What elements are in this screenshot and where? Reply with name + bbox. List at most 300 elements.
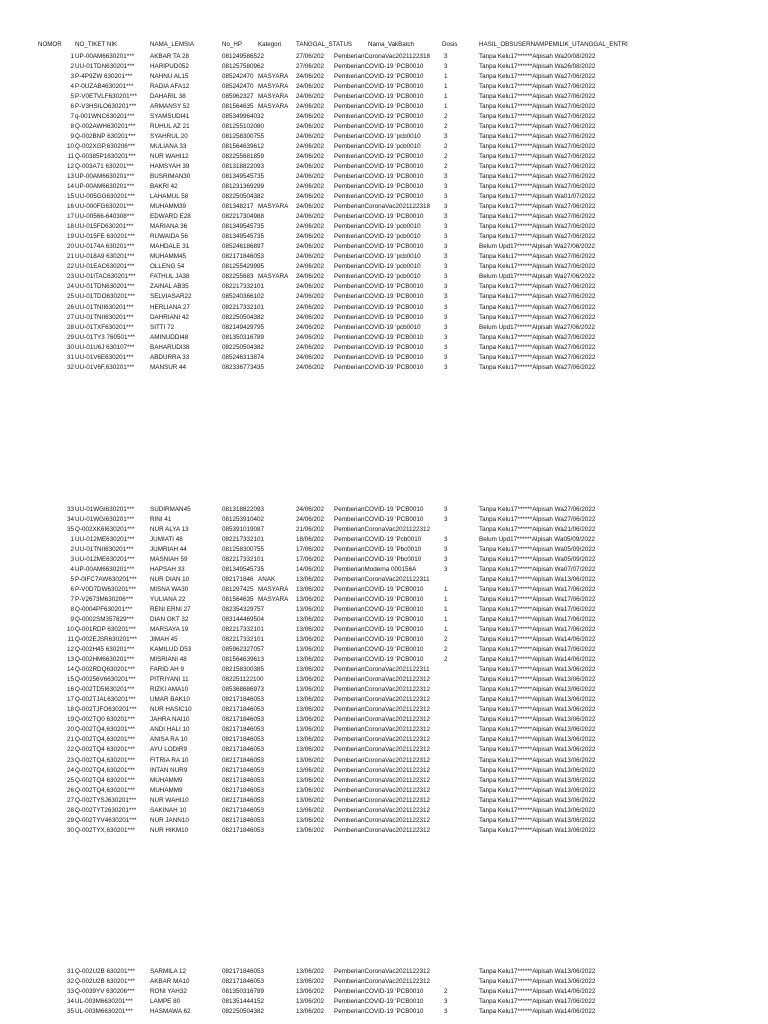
table-row [0, 565, 768, 575]
table-row [0, 515, 768, 525]
name-age-cell: RINI 41 [150, 516, 172, 524]
dose-cell: 3 [444, 133, 448, 141]
result-user-entry-cell: Tanpa Kelu17******Alpisah Wa13/06/2022 [479, 576, 596, 584]
table-row [0, 987, 768, 997]
vaccine-batch-cell: PemberianCoronaVac2021122312 [334, 746, 431, 754]
vaccine-batch-cell: PemberianCOVID-19 'PCB0010 [334, 333, 424, 341]
table-row [0, 715, 768, 725]
name-age-cell: JIMAH 45 [150, 636, 178, 644]
header-nomor: NOMOR [38, 41, 62, 48]
row-number: 8 [70, 606, 74, 614]
table-row [0, 735, 768, 745]
row-number: 22 [66, 263, 74, 271]
result-user-entry-cell: Tanpa Kelu17******Alpisah Wa21/06/2022 [479, 526, 596, 534]
vaccine-batch-cell: PemberianCOVID-19 'PCB0010 [334, 93, 424, 101]
ticket-nik-cell: Q-00256V6630201*** [75, 676, 136, 684]
vaccine-batch-cell: PemberianCoronaVac2021122312 [334, 686, 431, 694]
vaccine-batch-cell: PemberianCOVID-19 'PCB0010 [334, 596, 424, 604]
table-row [0, 162, 768, 172]
ticket-nik-cell: Q-0002SM357829*** [75, 616, 134, 624]
ticket-nik-cell: UU-01TDN630201*** [75, 283, 135, 291]
row-number: 29 [66, 816, 74, 824]
result-user-entry-cell: Tanpa Kelu17******Alpisah Wa13/06/2022 [479, 826, 596, 834]
phone-cell: 082171846053 [222, 826, 265, 834]
status-date-cell: 17/06/202 [296, 546, 325, 554]
status-date-cell: 24/06/202 [296, 313, 325, 321]
dose-cell: 1 [444, 103, 448, 111]
ticket-nik-cell: Q-002TYSJ630201*** [75, 796, 137, 804]
vaccine-batch-cell: PemberianCoronaVac2021122312 [334, 676, 431, 684]
row-number: 31 [66, 353, 74, 361]
status-date-cell: 13/06/202 [296, 706, 325, 714]
ticket-nik-cell: UU-01WGI630201*** [75, 516, 135, 524]
dose-cell: 3 [444, 193, 448, 201]
result-user-entry-cell: Tanpa Kelu17******Alpisah Wa27/06/2022 [479, 143, 596, 151]
table-row [0, 202, 768, 212]
vaccine-batch-cell: PemberianCOVID-19 'Pcb0010 [334, 536, 422, 544]
status-date-cell: 13/06/202 [296, 666, 325, 674]
row-number: 27 [66, 796, 74, 804]
result-user-entry-cell: Tanpa Kelu17******Alpisah Wa13/06/2022 [479, 666, 596, 674]
status-date-cell: 24/06/202 [296, 293, 325, 301]
table-row [0, 313, 768, 323]
phone-cell: 081253910402 [222, 516, 265, 524]
vaccine-batch-cell: PemberianCoronaVac2021122311 [334, 666, 430, 674]
ticket-nik-cell: Q-002TQ4,630201*** [75, 726, 135, 734]
name-age-cell: BUSRIMAN30 [150, 173, 191, 181]
table-row [0, 152, 768, 162]
dose-cell: 1 [444, 586, 448, 594]
status-date-cell: 13/06/202 [296, 616, 325, 624]
vaccine-batch-cell: PemberianCOVID-19 'PCB0010 [334, 606, 424, 614]
status-date-cell: 24/06/202 [296, 113, 325, 121]
vaccine-batch-cell: PemberianCOVID-19 'PCB0010 [334, 283, 424, 291]
vaccine-batch-cell: PemberianCOVID-19 'PCB0010 [334, 656, 424, 664]
phone-cell: 082217332101 [222, 303, 265, 311]
vaccine-batch-cell: PemberianCoronaVac2021122318 [334, 53, 431, 60]
vaccine-batch-cell: PemberianCOVID-19 'PCB0010 [334, 313, 424, 321]
name-age-cell: RUHUL AZ 21 [150, 123, 190, 131]
status-date-cell: 13/06/202 [296, 636, 325, 644]
name-age-cell: RIZKI AMA10 [150, 686, 189, 694]
row-number: 7 [70, 596, 74, 604]
ticket-nik-cell: UL-003M6630201*** [75, 1008, 133, 1016]
table-row [0, 786, 768, 796]
vaccine-batch-cell: PemberianCOVID-19 'PCB0010 [334, 616, 424, 624]
ticket-nik-cell: P-0UZAB4630201*** [75, 83, 134, 91]
vaccine-batch-cell: PemberianCoronaVac2021122318 [334, 203, 431, 211]
vaccine-batch-cell: PemberianCoronaVac2021122312 [334, 706, 431, 714]
phone-cell: 081249586522 [222, 53, 265, 60]
name-age-cell: HERLIANA 27 [150, 303, 190, 311]
table-row [0, 62, 768, 72]
name-age-cell: NAHNU AL15 [150, 73, 189, 81]
table-row [0, 212, 768, 222]
vaccine-batch-cell: PemberianCOVID-19 'PCB0010 [334, 516, 424, 524]
category-cell: MASYARA [258, 586, 289, 594]
name-age-cell: HAPSAH 33 [150, 566, 185, 574]
result-user-entry-cell: Tanpa Kelu17******Alpisah Wa14/06/2022 [479, 988, 596, 996]
vaccine-batch-cell: PemberianCoronaVac2021122312 [334, 968, 431, 975]
status-date-cell: 13/06/202 [296, 586, 325, 594]
table-row [0, 92, 768, 102]
status-date-cell: 21/06/202 [296, 526, 325, 534]
row-number: 18 [66, 706, 74, 714]
status-date-cell: 13/06/202 [296, 576, 325, 584]
dose-cell: 2 [444, 988, 448, 996]
status-date-cell: 13/06/202 [296, 686, 325, 694]
vaccine-batch-cell: PemberianCOVID-19 'pcb0010 [334, 263, 421, 271]
table-row [0, 997, 768, 1007]
phone-cell: 082171846053 [222, 776, 265, 784]
phone-cell: 082171846053 [222, 716, 265, 724]
vaccine-batch-cell: PemberianCOVID-19 'pcb0010 [334, 323, 421, 331]
vaccine-batch-cell: PemberianCoronaVac2021122312 [334, 796, 431, 804]
status-date-cell: 24/06/202 [296, 133, 325, 141]
row-number: 34 [66, 516, 74, 524]
row-number: 21 [66, 736, 74, 744]
vaccine-batch-cell: PemberianCOVID-19 'pcb0010 [334, 253, 421, 261]
row-number: 12 [66, 163, 74, 171]
vaccine-batch-cell: PemberianCoronaVac2021122311 [334, 576, 430, 584]
header-nama: NAMA_LEMSIA [150, 41, 195, 48]
row-number: 6 [70, 586, 74, 594]
status-date-cell: 13/06/202 [296, 756, 325, 764]
row-number: 1 [70, 53, 74, 60]
dose-cell: 1 [444, 73, 448, 81]
row-number: 28 [66, 806, 74, 814]
row-number: 14 [66, 183, 74, 191]
ticket-nik-cell: UU-018A9 630201*** [75, 253, 135, 261]
status-date-cell: 24/06/202 [296, 103, 325, 111]
dose-cell: 3 [444, 53, 448, 60]
table-row [0, 826, 768, 836]
vaccine-batch-cell: PemberianCoronaVac2021122312 [334, 806, 431, 814]
status-date-cell: 18/06/202 [296, 536, 325, 544]
row-number: 7 [70, 113, 74, 121]
name-age-cell: SYAHRUL 20 [150, 133, 188, 141]
dose-cell: 3 [444, 516, 448, 524]
row-number: 9 [70, 616, 74, 624]
dose-cell: 3 [444, 333, 448, 341]
header-tanggal-status: TANGGAL_STATUS [296, 41, 353, 48]
table-row [0, 806, 768, 816]
name-age-cell: FITRIA RA 10 [150, 756, 189, 764]
ticket-nik-cell: Q-002AWH630201*** [75, 123, 136, 131]
status-date-cell: 24/06/202 [296, 516, 325, 524]
name-age-cell: SYAMSUDI41 [150, 113, 190, 121]
result-user-entry-cell: Tanpa Kelu17******Alpisah Wa13/06/2022 [479, 716, 596, 724]
status-date-cell: 13/06/202 [296, 786, 325, 794]
table-row [0, 685, 768, 695]
vaccine-batch-cell: PemberianCOVID-19 'PCB0010 [334, 123, 424, 131]
name-age-cell: MAHDALE 31 [150, 243, 190, 251]
ticket-nik-cell: UU-00566-640308*** [75, 213, 135, 221]
table-row [0, 796, 768, 806]
table-row [0, 272, 768, 282]
phone-cell: 082171846053 [222, 766, 265, 774]
vaccine-batch-cell: PemberianCOVID-19 'PCB0010 [334, 153, 424, 161]
ticket-nik-cell: P-V3HSILO630201*** [75, 103, 137, 111]
vaccine-batch-cell: PemberianCOVID-19 'PCB0010 [334, 63, 424, 71]
table-row [0, 292, 768, 302]
table-row [0, 363, 768, 373]
status-date-cell: 24/06/202 [296, 283, 325, 291]
table-row [0, 645, 768, 655]
table-row [0, 333, 768, 343]
name-age-cell: HAMSYAH 39 [150, 163, 190, 171]
phone-cell: 081351444152 [222, 998, 265, 1006]
row-number: 8 [70, 123, 74, 131]
result-user-entry-cell: Tanpa Kelu17******Alpisah Wa05/09/2022 [479, 546, 596, 554]
name-age-cell: MUHAMM39 [150, 203, 187, 211]
ticket-nik-cell: Q-002TQ4,630201*** [75, 766, 135, 774]
name-age-cell: NUR ALYA 13 [150, 526, 189, 534]
ticket-nik-cell: Q-002XK6I630201*** [75, 526, 135, 534]
table-row [0, 816, 768, 826]
phone-cell: 082217332101 [222, 536, 265, 544]
dose-cell: 3 [444, 556, 448, 564]
name-age-cell: ANISA RA 10 [150, 736, 188, 744]
status-date-cell: 13/06/202 [296, 988, 325, 996]
name-age-cell: LAHAMUL 58 [150, 193, 189, 201]
result-user-entry-cell: Tanpa Kelu17******Alpisah Wa13/06/2022 [479, 776, 596, 784]
status-date-cell: 24/06/202 [296, 363, 325, 371]
header-no-tiket-nik: NO_TIKET NIK [75, 41, 118, 48]
phone-cell: 081564639612 [222, 143, 265, 151]
phone-cell: 082171846053 [222, 253, 265, 261]
result-user-entry-cell: Tanpa Kelu17******Alpisah Wa13/06/2022 [479, 816, 596, 824]
vaccine-batch-cell: PemberianCOVID-19 'PCB0010 [334, 243, 424, 251]
row-number: 1 [70, 536, 74, 544]
ticket-nik-cell: UU-005GG630201*** [75, 193, 135, 201]
phone-cell: 082250504382 [222, 343, 265, 351]
vaccine-batch-cell: PemberianCOVID-19 'pcb0010 [334, 273, 421, 281]
ticket-nik-cell: Q-001RDP 630201*** [75, 626, 136, 634]
table-row [0, 192, 768, 202]
dose-cell: 3 [444, 213, 448, 221]
dose-cell: 2 [444, 153, 448, 161]
status-date-cell: 24/06/202 [296, 233, 325, 241]
vaccine-batch-cell: PemberianCoronaVac2021122312 [334, 766, 431, 774]
row-number: 13 [66, 656, 74, 664]
ticket-nik-cell: UU-012ME630201*** [75, 536, 135, 544]
result-user-entry-cell: Belum Upd17******Alpisah Wa27/06/2022 [479, 243, 595, 251]
ticket-nik-cell: Q-002U2B 630201*** [75, 968, 135, 975]
result-user-entry-cell: Tanpa Kelu17******Alpisah Wa27/06/2022 [479, 506, 596, 513]
row-number: 27 [66, 313, 74, 321]
name-age-cell: AKBAR TA 28 [150, 53, 189, 60]
dose-cell: 3 [444, 263, 448, 271]
table-row [0, 615, 768, 625]
table-row [0, 595, 768, 605]
status-date-cell: 14/06/202 [296, 566, 325, 574]
dose-cell: 3 [444, 243, 448, 251]
dose-cell: 3 [444, 506, 448, 513]
row-number: 33 [66, 988, 74, 996]
header-no-hp: No_HP [222, 41, 242, 48]
table-row [0, 323, 768, 333]
status-date-cell: 13/06/202 [296, 1008, 325, 1016]
result-user-entry-cell: Tanpa Kelu17******Alpisah Wa13/06/2022 [479, 726, 596, 734]
result-user-entry-cell: Tanpa Kelu17******Alpisah Wa01/07/2022 [479, 193, 596, 201]
ticket-nik-cell: UU-01TNII630201*** [75, 546, 134, 554]
result-user-entry-cell: Tanpa Kelu17******Alpisah Wa17/06/2022 [479, 616, 596, 624]
vaccine-batch-cell: PemberianCoronaVac2021122312 [334, 756, 431, 764]
phone-cell: 081564635 [222, 596, 254, 604]
name-age-cell: ARMANSY 52 [150, 103, 190, 111]
name-age-cell: NUR WAHI12 [150, 153, 189, 161]
vaccine-batch-cell: PemberianModerna 000156A [334, 566, 417, 574]
table-row [0, 575, 768, 585]
ticket-nik-cell: UU-015FE 630201*** [75, 233, 135, 241]
table-row [0, 967, 768, 977]
result-user-entry-cell: Belum Upd17******Alpisah Wa05/09/2022 [479, 536, 595, 544]
vaccine-batch-cell: PemberianCOVID-19 'PCB0010 [334, 213, 424, 221]
name-age-cell: FATHUL JA38 [150, 273, 190, 281]
dose-cell: 1 [444, 606, 448, 614]
result-user-entry-cell: Tanpa Kelu17******Alpisah Wa27/06/2022 [479, 113, 596, 121]
row-number: 21 [66, 253, 74, 261]
vaccine-batch-cell: PemberianCOVID-19 'PCB0010 [334, 173, 424, 181]
row-number: 35 [66, 526, 74, 534]
ticket-nik-cell: UU-01TNII630201*** [75, 313, 134, 321]
name-age-cell: MARIANA 36 [150, 223, 188, 231]
dose-cell: 3 [444, 536, 448, 544]
row-number: 11 [67, 636, 74, 644]
vaccine-batch-cell: PemberianCOVID-19 'Pbc0010 [334, 556, 422, 564]
vaccine-batch-cell: PemberianCOVID-19 'pcb0010 [334, 233, 421, 241]
dose-cell: 3 [444, 203, 448, 211]
ticket-nik-cell: UL-003M6630201*** [75, 998, 133, 1006]
table-row [0, 776, 768, 786]
name-age-cell: YULIANA 22 [150, 596, 186, 604]
dose-cell: 3 [444, 353, 448, 361]
vaccine-batch-cell: PemberianCOVID-19 'PCB0010 [334, 1008, 424, 1016]
ticket-nik-cell: UU-01ITAC630201*** [75, 273, 136, 281]
row-number: 29 [66, 333, 74, 341]
row-number: 3 [70, 556, 74, 564]
result-user-entry-cell: Tanpa Kelu17******Alpisah Wa13/06/2022 [479, 756, 596, 764]
dose-cell: 3 [444, 546, 448, 554]
table-row [0, 535, 768, 545]
table-row [0, 82, 768, 92]
row-number: 12 [66, 646, 74, 654]
status-date-cell: 27/06/202 [296, 63, 325, 71]
row-number: 11 [67, 153, 74, 161]
phone-cell: 085246313874 [222, 353, 265, 361]
vaccine-batch-cell: PemberianCoronaVac2021122312 [334, 826, 431, 834]
ticket-nik-cell: UU-01TY3 760501*** [75, 333, 135, 341]
phone-cell: 081255102080 [222, 123, 265, 131]
name-age-cell: SELVIASAR22 [150, 293, 192, 301]
category-cell: MASYARA [258, 73, 289, 81]
vaccine-batch-cell: PemberianCOVID-19 'PCB0010 [334, 73, 424, 81]
table-row [0, 222, 768, 232]
status-date-cell: 24/06/202 [296, 243, 325, 251]
vaccine-batch-cell: PemberianCOVID-19 'PCB0010 [334, 626, 424, 634]
result-user-entry-cell: Tanpa Kelu17******Alpisah Wa27/06/2022 [479, 333, 596, 341]
table-row [0, 665, 768, 675]
category-cell: MASYARA [258, 103, 289, 111]
status-date-cell: 13/06/202 [296, 596, 325, 604]
row-number: 3 [70, 73, 74, 81]
phone-cell: 081349545735 [222, 223, 265, 231]
category-cell: MASYARA [258, 203, 289, 211]
table-row [0, 655, 768, 665]
dose-cell: 3 [444, 363, 448, 371]
dose-cell: 2 [444, 636, 448, 644]
phone-cell: 082171846053 [222, 736, 265, 744]
name-age-cell: SUDIRMAN45 [150, 506, 191, 513]
dose-cell: 3 [444, 223, 448, 231]
vaccine-batch-cell: PemberianCOVID-19 'PCB0010 [334, 103, 424, 111]
result-user-entry-cell: Tanpa Kelu17******Alpisah Wa14/06/2022 [479, 656, 596, 664]
result-user-entry-cell: Tanpa Kelu17******Alpisah Wa27/06/2022 [479, 293, 596, 301]
row-number: 4 [70, 83, 74, 91]
ticket-nik-cell: Q-002TD5I630201*** [75, 686, 135, 694]
dose-cell: 1 [444, 596, 448, 604]
status-date-cell: 24/06/202 [296, 213, 325, 221]
status-date-cell: 24/06/202 [296, 153, 325, 161]
vaccine-batch-cell: PemberianCOVID-19 'pcb0010 [334, 143, 421, 151]
result-user-entry-cell: Tanpa Kelu17******Alpisah Wa27/06/2022 [479, 213, 596, 221]
dose-cell: 3 [444, 566, 448, 574]
name-age-cell: NUR HIKM10 [150, 826, 189, 834]
vaccine-batch-cell: PemberianCOVID-19 'PCB0010 [334, 636, 424, 644]
status-date-cell: 13/06/202 [296, 696, 325, 704]
status-date-cell: 24/06/202 [296, 73, 325, 81]
name-age-cell: KAMILUD D53 [150, 646, 192, 654]
dose-cell: 3 [444, 303, 448, 311]
status-date-cell: 24/06/202 [296, 353, 325, 361]
dose-cell: 1 [444, 616, 448, 624]
name-age-cell: MISNA WA30 [150, 586, 189, 594]
row-number: 24 [66, 766, 74, 774]
name-age-cell: JUMIATI 48 [150, 536, 183, 544]
phone-cell: 082171846053 [222, 968, 265, 975]
vaccine-batch-cell: PemberianCOVID-19 'PCB0010 [334, 183, 424, 191]
header-kategori: Kategori [258, 41, 282, 48]
result-user-entry-cell: Tanpa Kelu17******Alpisah Wa27/06/2022 [479, 223, 596, 231]
vaccine-batch-cell: PemberianCoronaVac2021122312 [334, 776, 431, 784]
name-age-cell: RONI YAH32 [150, 988, 187, 996]
row-number: 19 [66, 233, 74, 241]
name-age-cell: ANDI HALI 10 [150, 726, 190, 734]
status-date-cell: 13/06/202 [296, 968, 325, 975]
vaccine-batch-cell: PemberianCoronaVac2021122312 [334, 736, 431, 744]
status-date-cell: 24/06/202 [296, 343, 325, 351]
status-date-cell: 13/06/202 [296, 816, 325, 824]
phone-cell: 082217332101 [222, 636, 265, 644]
result-user-entry-cell: Tanpa Kelu17******Alpisah Wa27/06/2022 [479, 516, 596, 524]
ticket-nik-cell: Q-002TQ4 630201*** [75, 746, 135, 754]
status-date-cell: 24/06/202 [296, 506, 325, 513]
vaccine-batch-cell: PemberianCOVID-19 'PCB0010 [334, 303, 424, 311]
name-age-cell: MARSAYA 19 [150, 626, 189, 634]
name-age-cell: UMAR BAK10 [150, 696, 190, 704]
phone-cell: 081255429995 [222, 263, 265, 271]
result-user-entry-cell: Tanpa Kelu17******Alpisah Wa27/06/2022 [479, 123, 596, 131]
ticket-nik-cell: P-V2673M630206*** [75, 596, 134, 604]
vaccine-batch-cell: PemberianCoronaVac2021122312 [334, 978, 431, 986]
result-user-entry-cell: Tanpa Kelu17******Alpisah Wa13/06/2022 [479, 706, 596, 714]
phone-cell: 085962327 [222, 93, 254, 101]
result-user-entry-cell: Belum Upd17******Alpisah Wa27/06/2022 [479, 323, 595, 331]
name-age-cell: RENI ERNI 27 [150, 606, 191, 614]
phone-cell: 082255681859 [222, 153, 265, 161]
dose-cell: 2 [444, 113, 448, 121]
